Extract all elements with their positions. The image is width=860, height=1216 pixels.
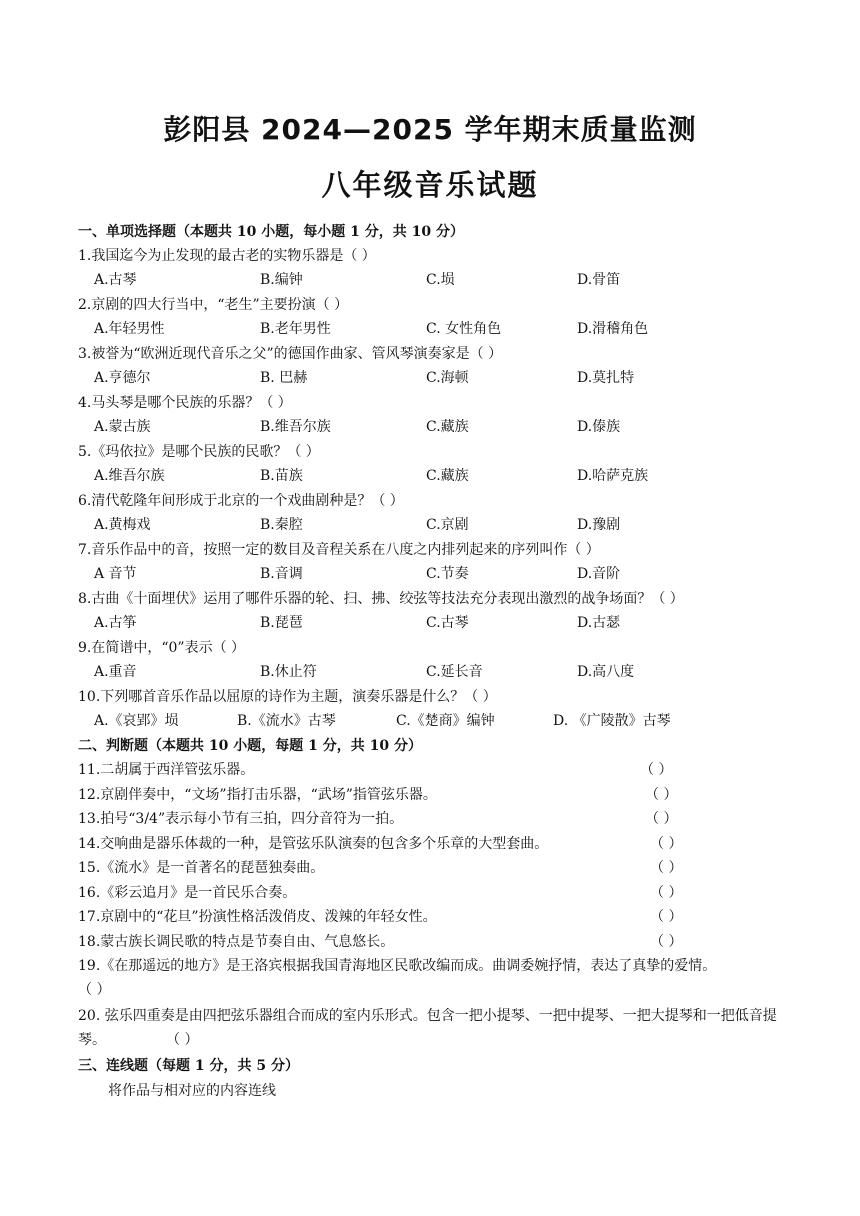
q10-option-c: C.《楚商》编钟 <box>396 713 495 729</box>
q1-option-d: D.骨笛 <box>577 272 621 288</box>
question-3: 3.被誉为“欧洲近现代音乐之父”的德国作曲家、管风琴演奏家是（ ） <box>78 346 503 362</box>
q2-option-c: C. 女性角色 <box>426 321 502 337</box>
q3-option-d: D.莫扎特 <box>577 370 635 386</box>
q9-option-d: D.高八度 <box>577 664 635 680</box>
question-16: 16.《彩云追月》是一首民乐合奏。 <box>78 885 297 901</box>
question-7: 7.音乐作品中的音，按照一定的数目及音程关系在八度之内排列起来的序列叫作（ ） <box>78 542 600 558</box>
q3-option-b: B. 巴赫 <box>260 370 308 386</box>
exam-title: 彭阳县 2024—2025 学年期末质量监测 <box>163 113 697 146</box>
question-20-text: 20. 弦乐四重奏是由四把弦乐器组合而成的室内乐形式。包含一把小提琴、一把中提琴、一把大提琴和一把低音提琴。 <box>78 1008 777 1048</box>
question-10: 10.下列哪首音乐作品以屈原的诗作为主题，演奏乐器是什么？（ ） <box>78 689 497 705</box>
question-2: 2.京剧的四大行当中，“老生”主要扮演（ ） <box>78 297 349 313</box>
question-1: 1.我国迄今为止发现的最古老的实物乐器是（ ） <box>78 248 376 264</box>
question-13: 13.拍号“3/4”表示每小节有三拍，四分音符为一拍。 <box>78 811 404 827</box>
q20-answer-blank[interactable]: （ ） <box>166 1032 199 1048</box>
q15-answer-blank[interactable]: （ ） <box>650 860 683 876</box>
q6-option-c: C.京剧 <box>426 517 469 533</box>
question-17: 17.京剧中的“花旦”扮演性格活泼俏皮、泼辣的年轻女性。 <box>78 909 437 925</box>
q7-option-a: A 音节 <box>94 566 137 582</box>
q4-option-c: C.藏族 <box>426 419 469 435</box>
q2-option-d: D.滑稽角色 <box>577 321 649 337</box>
exam-subtitle: 八年级音乐试题 <box>321 168 539 202</box>
q12-answer-blank[interactable]: （ ） <box>645 787 678 803</box>
q10-option-a: A.《哀郢》埙 <box>94 713 179 729</box>
q8-option-d: D.古瑟 <box>577 615 621 631</box>
question-11: 11.二胡属于西洋管弦乐器。 <box>78 762 255 778</box>
question-14: 14.交响曲是器乐体裁的一种，是管弦乐队演奏的包含多个乐章的大型套曲。 <box>78 836 549 852</box>
q19-answer-blank[interactable]: （ ） <box>78 982 111 998</box>
q10-option-d: D. 《广陵散》古琴 <box>553 713 671 729</box>
q6-option-a: A.黄梅戏 <box>94 517 151 533</box>
question-20 <box>78 1004 788 1052</box>
q6-option-b: B.秦腔 <box>260 517 303 533</box>
q9-option-a: A.重音 <box>94 664 137 680</box>
question-19-text: 19.《在那遥远的地方》是王洛宾根据我国青海地区民歌改编而成。曲调委婉抒情，表达了真挚的爱情。 <box>78 958 717 974</box>
q9-option-b: B.休止符 <box>260 664 317 680</box>
q7-option-d: D.音阶 <box>577 566 621 582</box>
question-18: 18.蒙古族长调民歌的特点是节奏自由、气息悠长。 <box>78 934 395 950</box>
q3-option-a: A.亨德尔 <box>94 370 151 386</box>
q7-option-c: C.节奏 <box>426 566 469 582</box>
matching-instruction: 将作品与相对应的内容连线 <box>108 1083 276 1099</box>
q5-option-c: C.藏族 <box>426 468 469 484</box>
question-8: 8.古曲《十面埋伏》运用了哪件乐器的轮、扫、拂、绞弦等技法充分表现出激烈的战争场面？（ ） <box>78 591 684 607</box>
question-19 <box>78 954 788 1002</box>
q14-answer-blank[interactable]: （ ） <box>650 836 683 852</box>
q1-option-b: B.编钟 <box>260 272 303 288</box>
q6-option-d: D.豫剧 <box>577 517 621 533</box>
q4-option-d: D.傣族 <box>577 419 621 435</box>
q3-option-c: C.海顿 <box>426 370 469 386</box>
q2-option-b: B.老年男性 <box>260 321 331 337</box>
q11-answer-blank[interactable]: （ ） <box>640 762 673 778</box>
q9-option-c: C.延长音 <box>426 664 483 680</box>
question-5: 5.《玛依拉》是哪个民族的民歌？（ ） <box>78 444 320 460</box>
question-12: 12.京剧伴奏中，“文场”指打击乐器，“武场”指管弦乐器。 <box>78 787 437 803</box>
section-heading-choice: 一、单项选择题（本题共 10 小题，每小题 1 分，共 10 分） <box>78 224 464 240</box>
q1-option-c: C.埙 <box>426 272 455 288</box>
question-15: 15.《流水》是一首著名的琵琶独奏曲。 <box>78 860 325 876</box>
q5-option-d: D.哈萨克族 <box>577 468 649 484</box>
q1-option-a: A.古琴 <box>94 272 137 288</box>
q2-option-a: A.年轻男性 <box>94 321 165 337</box>
q7-option-b: B.音调 <box>260 566 303 582</box>
section-heading-matching: 三、连线题（每题 1 分，共 5 分） <box>78 1058 299 1074</box>
q17-answer-blank[interactable]: （ ） <box>650 909 683 925</box>
q5-option-b: B.苗族 <box>260 468 303 484</box>
q18-answer-blank[interactable]: （ ） <box>650 934 683 950</box>
section-heading-true-false: 二、判断题（本题共 10 小题，每题 1 分，共 10 分） <box>78 738 422 754</box>
question-4: 4.马头琴是哪个民族的乐器？（ ） <box>78 395 292 411</box>
q8-option-b: B.琵琶 <box>260 615 303 631</box>
q5-option-a: A.维吾尔族 <box>94 468 165 484</box>
q8-option-a: A.古筝 <box>94 615 137 631</box>
question-9: 9.在简谱中，“0”表示（ ） <box>78 640 246 656</box>
q4-option-a: A.蒙古族 <box>94 419 151 435</box>
q4-option-b: B.维吾尔族 <box>260 419 331 435</box>
q13-answer-blank[interactable]: （ ） <box>645 811 678 827</box>
q10-option-b: B.《流水》古琴 <box>237 713 336 729</box>
q8-option-c: C.古琴 <box>426 615 469 631</box>
q16-answer-blank[interactable]: （ ） <box>650 885 683 901</box>
question-6: 6.清代乾隆年间形成于北京的一个戏曲剧种是？（ ） <box>78 493 404 509</box>
